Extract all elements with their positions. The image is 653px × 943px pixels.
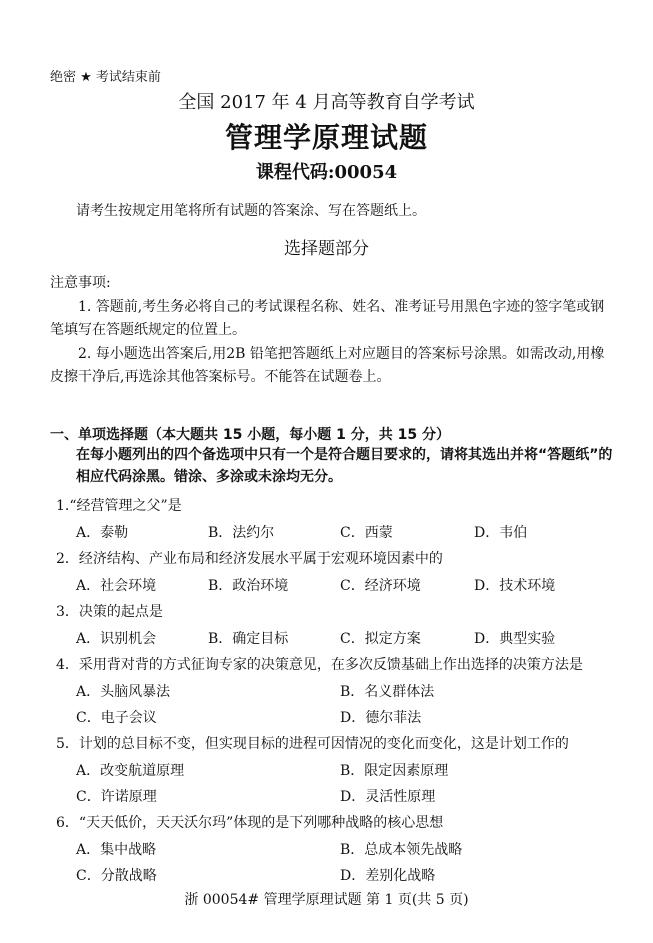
question-option: D．技术环境 — [474, 578, 556, 594]
section-heading: 一、单项选择题（本大题共 15 小题，每小题 1 分，共 15 分） — [50, 427, 450, 443]
question-option: A．泰勒 — [76, 525, 129, 541]
question-option: C．经济环境 — [340, 578, 421, 594]
question-stem: 6．“天天低价，天天沃尔玛”体现的是下列哪种战略的核心思想 — [56, 815, 444, 831]
question-option: D．德尔菲法 — [340, 710, 422, 726]
question-option: B．总成本领先战略 — [340, 842, 463, 858]
question-stem: 4．采用背对背的方式征询专家的决策意见，在多次反馈基础上作出选择的决策方法是 — [56, 657, 583, 673]
question-option: B．政治环境 — [208, 578, 289, 594]
notice-item: 2. 每小题选出答案后,用2B 铅笔把答题纸上对应题目的答案标号涂黑。如需改动,用橡皮擦干净后,再选涂其他答案标号。不能答在试题卷上。 — [50, 346, 605, 385]
question-option: A．社会环境 — [76, 578, 157, 594]
question-option: C．分散战略 — [76, 868, 157, 884]
question-option: D．韦伯 — [474, 525, 528, 541]
question-option: B．法约尔 — [208, 525, 275, 541]
question-option: A．集中战略 — [76, 842, 157, 858]
exam-session-title: 全国 2017 年 4 月高等教育自学考试 — [178, 92, 475, 113]
question-stem: 5．计划的总目标不变，但实现目标的进程可因情况的变化而变化，这是计划工作的 — [56, 736, 569, 752]
question-option: B．限定因素原理 — [340, 763, 449, 779]
question-option: B．名义群体法 — [340, 684, 435, 700]
confidential-label: 绝密 ★ 考试结束前 — [50, 70, 161, 85]
question-option: A．识别机会 — [76, 631, 157, 647]
page-footer: 浙 00054# 管理学原理试题 第 1 页(共 5 页) — [184, 892, 469, 908]
question-stem: 2．经济结构、产业布局和经济发展水平属于宏观环境因素中的 — [56, 551, 443, 567]
question-option: D．灵活性原理 — [340, 789, 436, 805]
question-option: B．确定目标 — [208, 631, 289, 647]
page-title: 管理学原理试题 — [224, 121, 428, 154]
question-option: D．典型实验 — [474, 631, 556, 647]
section-description: 在每小题列出的四个备选项中只有一个是符合题目要求的，请将其选出并将“答题纸”的相应代码涂黑。错涂、多涂或未涂均无分。 — [76, 447, 613, 485]
course-code: 课程代码:00054 — [255, 162, 398, 183]
question-option: D．差别化战略 — [340, 868, 436, 884]
part-title: 选择题部分 — [284, 239, 369, 259]
question-stem: 3．决策的起点是 — [56, 604, 163, 620]
notice-title: 注意事项: — [50, 275, 111, 291]
general-instruction: 请考生按规定用笔将所有试题的答案涂、写在答题纸上。 — [76, 203, 426, 219]
question-option: C．许诺原理 — [76, 789, 157, 805]
question-stem: 1.“经营管理之父”是 — [56, 498, 182, 514]
question-option: C．电子会议 — [76, 710, 157, 726]
question-option: A．改变航道原理 — [76, 763, 185, 779]
question-option: A．头脑风暴法 — [76, 684, 171, 700]
notice-item: 1. 答题前,考生务必将自己的考试课程名称、姓名、准考证号用黑色字迹的签字笔或钢笔填写在答题纸规定的位置上。 — [50, 299, 605, 338]
question-option: C．拟定方案 — [340, 631, 421, 647]
question-option: C．西蒙 — [340, 525, 393, 541]
